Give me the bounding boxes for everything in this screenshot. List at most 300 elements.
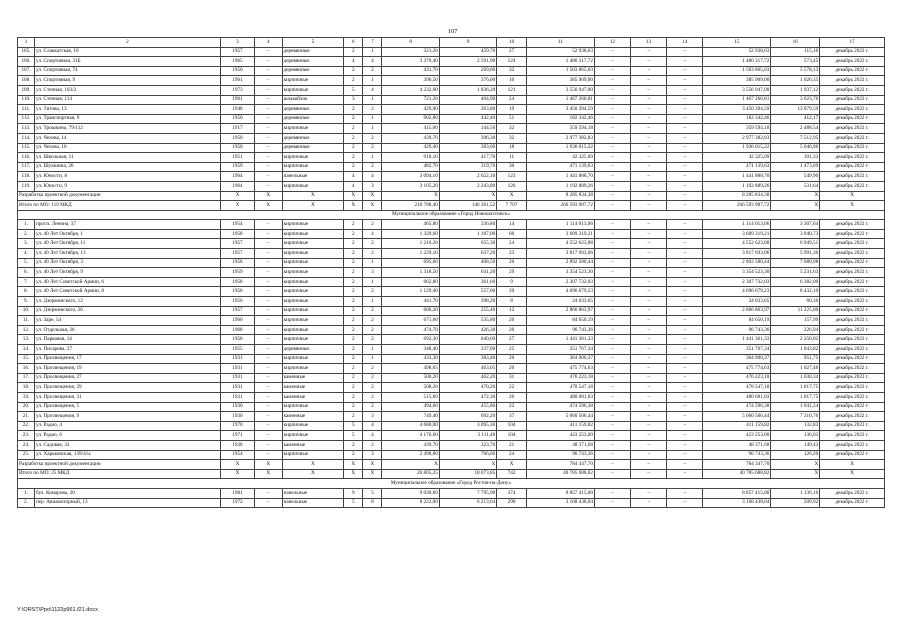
table-cell: – xyxy=(594,124,630,134)
table-cell: 433,30 xyxy=(382,354,439,364)
table-cell: – xyxy=(254,450,282,460)
table-row xyxy=(18,239,885,249)
table-cell: – xyxy=(667,124,703,134)
table-cell: 20 xyxy=(497,258,527,268)
table-row xyxy=(18,345,885,355)
table-row xyxy=(18,220,885,230)
table-cell: X xyxy=(771,191,820,201)
table-cell: – xyxy=(631,239,667,249)
table-cell: 226,94 xyxy=(771,325,820,335)
table-cell: 11 225,00 xyxy=(771,306,820,316)
table-cell: 3 556 947,00 xyxy=(703,85,771,95)
table-row xyxy=(18,66,885,76)
table-cell: 2 591,90 xyxy=(439,57,496,67)
table-cell: 52 938,63 xyxy=(703,47,771,57)
table-cell: 110. xyxy=(18,95,35,105)
section-heading-row xyxy=(18,479,885,489)
table-cell: 1 027,48 xyxy=(771,364,820,374)
table-cell: 106. xyxy=(18,57,35,67)
table-cell: 1 441 888,70 xyxy=(703,172,771,182)
table-cell: 2 xyxy=(344,277,363,287)
table-cell: 2 243,80 xyxy=(439,181,496,191)
table-cell: 655,30 xyxy=(439,239,496,249)
table-cell: 1 441 361,33 xyxy=(526,335,594,345)
table-row xyxy=(18,85,885,95)
table-cell: деревянные xyxy=(282,47,344,57)
table-row xyxy=(18,392,885,402)
table-cell: – xyxy=(254,162,282,172)
table-cell: 4 xyxy=(363,172,382,182)
table-cell: – xyxy=(631,364,667,374)
table-cell: декабрь 2022 г. xyxy=(820,383,885,393)
table-row xyxy=(18,306,885,316)
table-cell: 1951 xyxy=(220,153,254,163)
table-cell: – xyxy=(254,47,282,57)
table-cell: 25 xyxy=(497,345,527,355)
table-cell: 2 xyxy=(344,450,363,460)
table-cell: 2 622,10 xyxy=(439,172,496,182)
table-cell: 348,40 xyxy=(382,345,439,355)
table-cell: кирпичные xyxy=(282,287,344,297)
table-cell: 6 382,00 xyxy=(771,277,820,287)
table-cell: 37 xyxy=(497,412,527,422)
table-cell: X xyxy=(282,469,344,479)
table-cell: 319,70 xyxy=(439,162,496,172)
table-cell: 2 xyxy=(344,114,363,124)
table-cell: ул. 40 Лет Октября, 11 xyxy=(35,239,221,249)
table-cell: 1981 xyxy=(220,488,254,498)
table-cell: 9 xyxy=(344,488,363,498)
table-cell: 1 xyxy=(363,258,382,268)
table-cell: 18 xyxy=(497,143,527,153)
table-cell: – xyxy=(254,229,282,239)
table-row xyxy=(18,114,885,124)
table-cell: кирпичные xyxy=(282,268,344,278)
table-row xyxy=(18,450,885,460)
table-cell: 266 593 987,72 xyxy=(526,201,594,211)
table-cell: – xyxy=(667,488,703,498)
table-row xyxy=(18,421,885,431)
table-cell: X xyxy=(220,460,254,470)
table-cell: – xyxy=(667,297,703,307)
table-cell: 3 168 438,04 xyxy=(703,498,771,508)
table-cell: 1 017,75 xyxy=(771,392,820,402)
table-cell: X xyxy=(820,201,885,211)
table-cell: – xyxy=(594,392,630,402)
table-row xyxy=(18,277,885,287)
table-cell: 1973 xyxy=(220,85,254,95)
table-cell: 2 xyxy=(344,440,363,450)
table-cell: – xyxy=(594,335,630,345)
summary-label: Разработка проектной документации xyxy=(18,460,221,470)
table-cell: 2 866 863,97 xyxy=(526,306,594,316)
table-cell: декабрь 2022 г. xyxy=(820,181,885,191)
table-cell: – xyxy=(631,345,667,355)
table-cell: – xyxy=(594,383,630,393)
table-cell: – xyxy=(254,392,282,402)
table-cell: 2 xyxy=(344,412,363,422)
table-cell: 32 xyxy=(497,133,527,143)
table-cell: 29 xyxy=(497,268,527,278)
table-cell: – xyxy=(667,95,703,105)
table-cell: 1964 xyxy=(220,181,254,191)
table-cell: 3 111,40 xyxy=(439,431,496,441)
summary-label: Разработка проектной документации xyxy=(18,191,221,201)
table-cell: 1950 xyxy=(220,66,254,76)
table-cell: 4 232,60 xyxy=(382,85,439,95)
table-cell: декабрь 2022 г. xyxy=(820,402,885,412)
table-cell: 3 105,20 xyxy=(382,181,439,191)
table-cell: 157,99 xyxy=(771,316,820,326)
table-row xyxy=(18,364,885,374)
table-cell: 1 486 317,72 xyxy=(703,57,771,67)
table-cell: 494,60 xyxy=(382,402,439,412)
table-cell: 557,00 xyxy=(439,287,496,297)
table-cell: 48 371,68 xyxy=(526,440,594,450)
table-cell: – xyxy=(594,345,630,355)
table-cell: X xyxy=(344,191,363,201)
table-cell: – xyxy=(631,249,667,259)
table-cell: X xyxy=(282,191,344,201)
column-number: 9 xyxy=(439,38,496,48)
table-cell: 104 xyxy=(497,431,527,441)
table-cell: – xyxy=(254,239,282,249)
table-cell: – xyxy=(631,306,667,316)
table-cell: – xyxy=(667,469,703,479)
table-cell: 9 030,60 xyxy=(382,488,439,498)
table-cell: – xyxy=(594,258,630,268)
table-cell: 4 xyxy=(363,421,382,431)
table-cell: 1931 xyxy=(220,364,254,374)
table-cell: – xyxy=(254,172,282,182)
column-number: 13 xyxy=(631,38,667,48)
table-cell: 459,70 xyxy=(439,47,496,57)
table-row xyxy=(18,249,885,259)
table-cell: кирпичные xyxy=(282,316,344,326)
table-cell: 42 325,09 xyxy=(526,153,594,163)
table-cell: 474 596,38 xyxy=(703,402,771,412)
table-cell: 1 xyxy=(363,297,382,307)
table-cell: 1954 xyxy=(220,220,254,230)
section-heading: Муниципальное образование «Город Ростов-на-Дону» xyxy=(18,479,885,489)
table-cell: 1 xyxy=(363,76,382,86)
table-cell: 48 371,68 xyxy=(703,440,771,450)
table-cell: – xyxy=(631,229,667,239)
table-cell: 3 094,10 xyxy=(382,172,439,182)
table-cell: 2 xyxy=(344,133,363,143)
table-cell: – xyxy=(594,66,630,76)
table-cell: X xyxy=(497,191,527,201)
table-cell: – xyxy=(667,316,703,326)
table-cell: 27 xyxy=(497,47,527,57)
table-cell: 3 370,40 xyxy=(382,57,439,67)
table-cell: – xyxy=(594,201,630,211)
table-cell: 3 609 319,21 xyxy=(703,229,771,239)
table-cell: – xyxy=(594,412,630,422)
table-cell: кирпичные xyxy=(282,364,344,374)
table-cell: кирпичные xyxy=(282,76,344,86)
table-cell: 4 xyxy=(344,172,363,182)
table-cell: X xyxy=(439,460,496,470)
table-cell: 2 xyxy=(344,325,363,335)
table-cell: – xyxy=(594,105,630,115)
table-cell: 7 080,98 xyxy=(771,258,820,268)
table-row xyxy=(18,47,885,57)
table-cell: 255,40 xyxy=(439,306,496,316)
table-cell: 15. xyxy=(18,354,35,364)
table-cell: 1 229,10 xyxy=(382,249,439,259)
table-cell: 1 467 260,81 xyxy=(526,95,594,105)
table-cell: пер. Авиамоторный, 13 xyxy=(35,498,221,508)
table-cell: – xyxy=(254,66,282,76)
table-cell: кирпичные xyxy=(282,162,344,172)
table-cell: 116. xyxy=(18,153,35,163)
table-cell: ул. Просвещения, 29 xyxy=(35,383,221,393)
table-cell: кирпичные xyxy=(282,450,344,460)
table-cell: декабрь 2022 г. xyxy=(820,95,885,105)
table-cell: ул. Шукшина, 26 xyxy=(35,162,221,172)
table-cell: 455,80 xyxy=(439,402,496,412)
table-cell: – xyxy=(631,85,667,95)
table-cell: 429,00 xyxy=(382,105,439,115)
table-cell: – xyxy=(254,354,282,364)
table-cell: 374 xyxy=(497,488,527,498)
table-cell: кирпичные xyxy=(282,325,344,335)
table-cell: – xyxy=(594,143,630,153)
summary-row xyxy=(18,460,885,470)
table-cell: – xyxy=(594,191,630,201)
summary-label: Итого по МО: 119 МКД xyxy=(18,201,221,211)
table-cell: – xyxy=(631,287,667,297)
table-cell: 692,30 xyxy=(382,335,439,345)
table-cell: 2 xyxy=(344,345,363,355)
table-cell: 5 xyxy=(363,488,382,498)
table-row xyxy=(18,258,885,268)
table-cell: 126,20 xyxy=(771,450,820,460)
table-cell: 30 xyxy=(497,162,527,172)
table-cell: X xyxy=(254,191,282,201)
table-cell: 3 354 523,30 xyxy=(703,268,771,278)
table-cell: декабрь 2022 г. xyxy=(820,440,885,450)
table-cell: 1957 xyxy=(220,306,254,316)
table-cell: 2 892 580,44 xyxy=(703,258,771,268)
table-cell: 398,20 xyxy=(439,297,496,307)
table-cell: – xyxy=(254,297,282,307)
table-cell: – xyxy=(667,335,703,345)
table-cell: – xyxy=(254,124,282,134)
table-cell: 96 743,36 xyxy=(703,325,771,335)
table-cell: 1950 xyxy=(220,143,254,153)
table-cell: X xyxy=(771,201,820,211)
table-cell: – xyxy=(667,392,703,402)
table-cell: 2 xyxy=(344,66,363,76)
table-cell: X xyxy=(220,201,254,211)
table-cell: 1955 xyxy=(220,345,254,355)
table-cell: 1 936 015,22 xyxy=(703,143,771,153)
table-cell: – xyxy=(594,133,630,143)
table-cell: 2 307 732,03 xyxy=(526,277,594,287)
table-cell: – xyxy=(631,498,667,508)
column-number: 7 xyxy=(363,38,382,48)
table-cell: – xyxy=(667,229,703,239)
table-cell: декабрь 2022 г. xyxy=(820,412,885,422)
table-cell: ул. Просвещения, 27 xyxy=(35,373,221,383)
table-cell: 549,90 xyxy=(771,172,820,182)
section-heading-row xyxy=(18,210,885,220)
table-cell: 121 xyxy=(497,85,527,95)
table-cell: 671,60 xyxy=(382,316,439,326)
table-cell: – xyxy=(594,287,630,297)
table-cell: 2 xyxy=(363,316,382,326)
table-cell: 396,50 xyxy=(382,76,439,86)
housing-repair-table xyxy=(17,37,885,508)
table-cell: 6 949,51 xyxy=(771,239,820,249)
table-row xyxy=(18,162,885,172)
table-cell: 2 xyxy=(344,220,363,230)
table-cell: – xyxy=(667,57,703,67)
table-cell: 2 xyxy=(363,66,382,76)
table-cell: 364 900,37 xyxy=(703,354,771,364)
table-row xyxy=(18,383,885,393)
table-row xyxy=(18,133,885,143)
table-cell: ул. Степная, 103/2 xyxy=(35,85,221,95)
table-cell: 5 xyxy=(344,85,363,95)
table-cell: 509,92 xyxy=(771,498,820,508)
table-cell: – xyxy=(594,488,630,498)
table-cell: каменные xyxy=(282,392,344,402)
table-cell: 1958 xyxy=(220,287,254,297)
table-cell: 441,70 xyxy=(382,297,439,307)
table-cell: 376,00 xyxy=(439,76,496,86)
table-cell: – xyxy=(631,162,667,172)
table-cell: 1958 xyxy=(220,277,254,287)
table-cell: 6 213,64 xyxy=(439,498,496,508)
table-cell: 918,10 xyxy=(382,153,439,163)
table-row xyxy=(18,105,885,115)
table-cell: 8 285 834,38 xyxy=(526,191,594,201)
table-cell: ул. Чехова, 14 xyxy=(35,133,221,143)
table-cell: – xyxy=(631,57,667,67)
table-cell: 2 xyxy=(344,76,363,86)
table-cell: 40 785 688,82 xyxy=(526,469,594,479)
table-cell: 1931 xyxy=(220,373,254,383)
table-cell: – xyxy=(254,153,282,163)
table-cell: кирпичные xyxy=(282,402,344,412)
table-cell: декабрь 2022 г. xyxy=(820,57,885,67)
table-cell: – xyxy=(667,258,703,268)
table-cell: X xyxy=(771,460,820,470)
table-cell: декабрь 2022 г. xyxy=(820,297,885,307)
table-cell: 12. xyxy=(18,325,35,335)
table-cell: декабрь 2022 г. xyxy=(820,354,885,364)
table-cell: – xyxy=(254,277,282,287)
table-cell: декабрь 2022 г. xyxy=(820,76,885,86)
table-cell: 411 159,82 xyxy=(703,421,771,431)
table-cell: 742 xyxy=(497,469,527,479)
table-cell: каменные xyxy=(282,412,344,422)
table-cell: 1956 xyxy=(220,297,254,307)
table-cell: – xyxy=(254,402,282,412)
table-cell: 2 xyxy=(344,47,363,57)
table-cell: – xyxy=(667,249,703,259)
table-cell: 1930 xyxy=(220,412,254,422)
table-cell: декабрь 2022 г. xyxy=(820,47,885,57)
table-cell: 1 187,00 xyxy=(439,229,496,239)
table-cell: 104 xyxy=(497,421,527,431)
table-cell: X xyxy=(344,201,363,211)
table-cell: X xyxy=(344,469,363,479)
table-cell: 182 342,46 xyxy=(703,114,771,124)
table-cell: кирпичные xyxy=(282,124,344,134)
table-cell: 118. xyxy=(18,172,35,182)
table-row xyxy=(18,181,885,191)
table-cell: 1 xyxy=(363,345,382,355)
table-cell: 60 xyxy=(497,229,527,239)
column-number: 11 xyxy=(526,38,594,48)
table-cell: 1 026,35 xyxy=(771,76,820,86)
table-row xyxy=(18,172,885,182)
table-cell: 1 xyxy=(363,153,382,163)
table-cell: – xyxy=(594,460,630,470)
column-number: 14 xyxy=(667,38,703,48)
table-cell: – xyxy=(667,143,703,153)
table-cell: 2 xyxy=(344,402,363,412)
table-cell: 1957 xyxy=(220,249,254,259)
table-cell: 18 073,85 xyxy=(439,469,496,479)
table-cell: – xyxy=(631,325,667,335)
table-cell: – xyxy=(631,316,667,326)
table-cell: 1 043,82 xyxy=(771,345,820,355)
table-cell: 23 xyxy=(497,249,527,259)
table-cell: деревянные xyxy=(282,133,344,143)
table-cell: 2 xyxy=(363,220,382,230)
table-cell: – xyxy=(667,460,703,470)
table-cell: – xyxy=(254,143,282,153)
table-cell: каменные xyxy=(282,383,344,393)
table-cell: кирпичные xyxy=(282,431,344,441)
table-cell: 16. xyxy=(18,364,35,374)
table-cell: 695,60 xyxy=(382,258,439,268)
table-cell: ул. 40 Лет Октября, 3 xyxy=(35,258,221,268)
table-cell: 2 xyxy=(344,124,363,134)
table-cell: – xyxy=(631,268,667,278)
table-cell: панельные xyxy=(282,498,344,508)
table-cell: каменные xyxy=(282,440,344,450)
table-cell: 2 xyxy=(344,239,363,249)
table-cell: 2 488,54 xyxy=(771,124,820,134)
table-cell: 112. xyxy=(18,114,35,124)
table-cell: ул. Заре, 54 xyxy=(35,316,221,326)
column-number: 8 xyxy=(382,38,439,48)
table-cell: декабрь 2022 г. xyxy=(820,277,885,287)
table-cell: 2 892 580,44 xyxy=(526,258,594,268)
table-cell: 96 743,36 xyxy=(526,325,594,335)
table-cell: декабрь 2022 г. xyxy=(820,66,885,76)
table-cell: 2 xyxy=(344,354,363,364)
table-cell: 8 857 415,00 xyxy=(703,488,771,498)
table-cell: деревянные xyxy=(282,345,344,355)
column-number: 1 xyxy=(18,38,35,48)
table-cell: X xyxy=(282,201,344,211)
table-cell: 2 866 863,97 xyxy=(703,306,771,316)
table-cell: декабрь 2022 г. xyxy=(820,239,885,249)
table-cell: ул. Степная, 114 xyxy=(35,95,221,105)
table-cell: – xyxy=(594,268,630,278)
table-row xyxy=(18,325,885,335)
table-cell: 13 079,59 xyxy=(771,105,820,115)
table-cell: 4 552 623,88 xyxy=(526,239,594,249)
table-row xyxy=(18,431,885,441)
